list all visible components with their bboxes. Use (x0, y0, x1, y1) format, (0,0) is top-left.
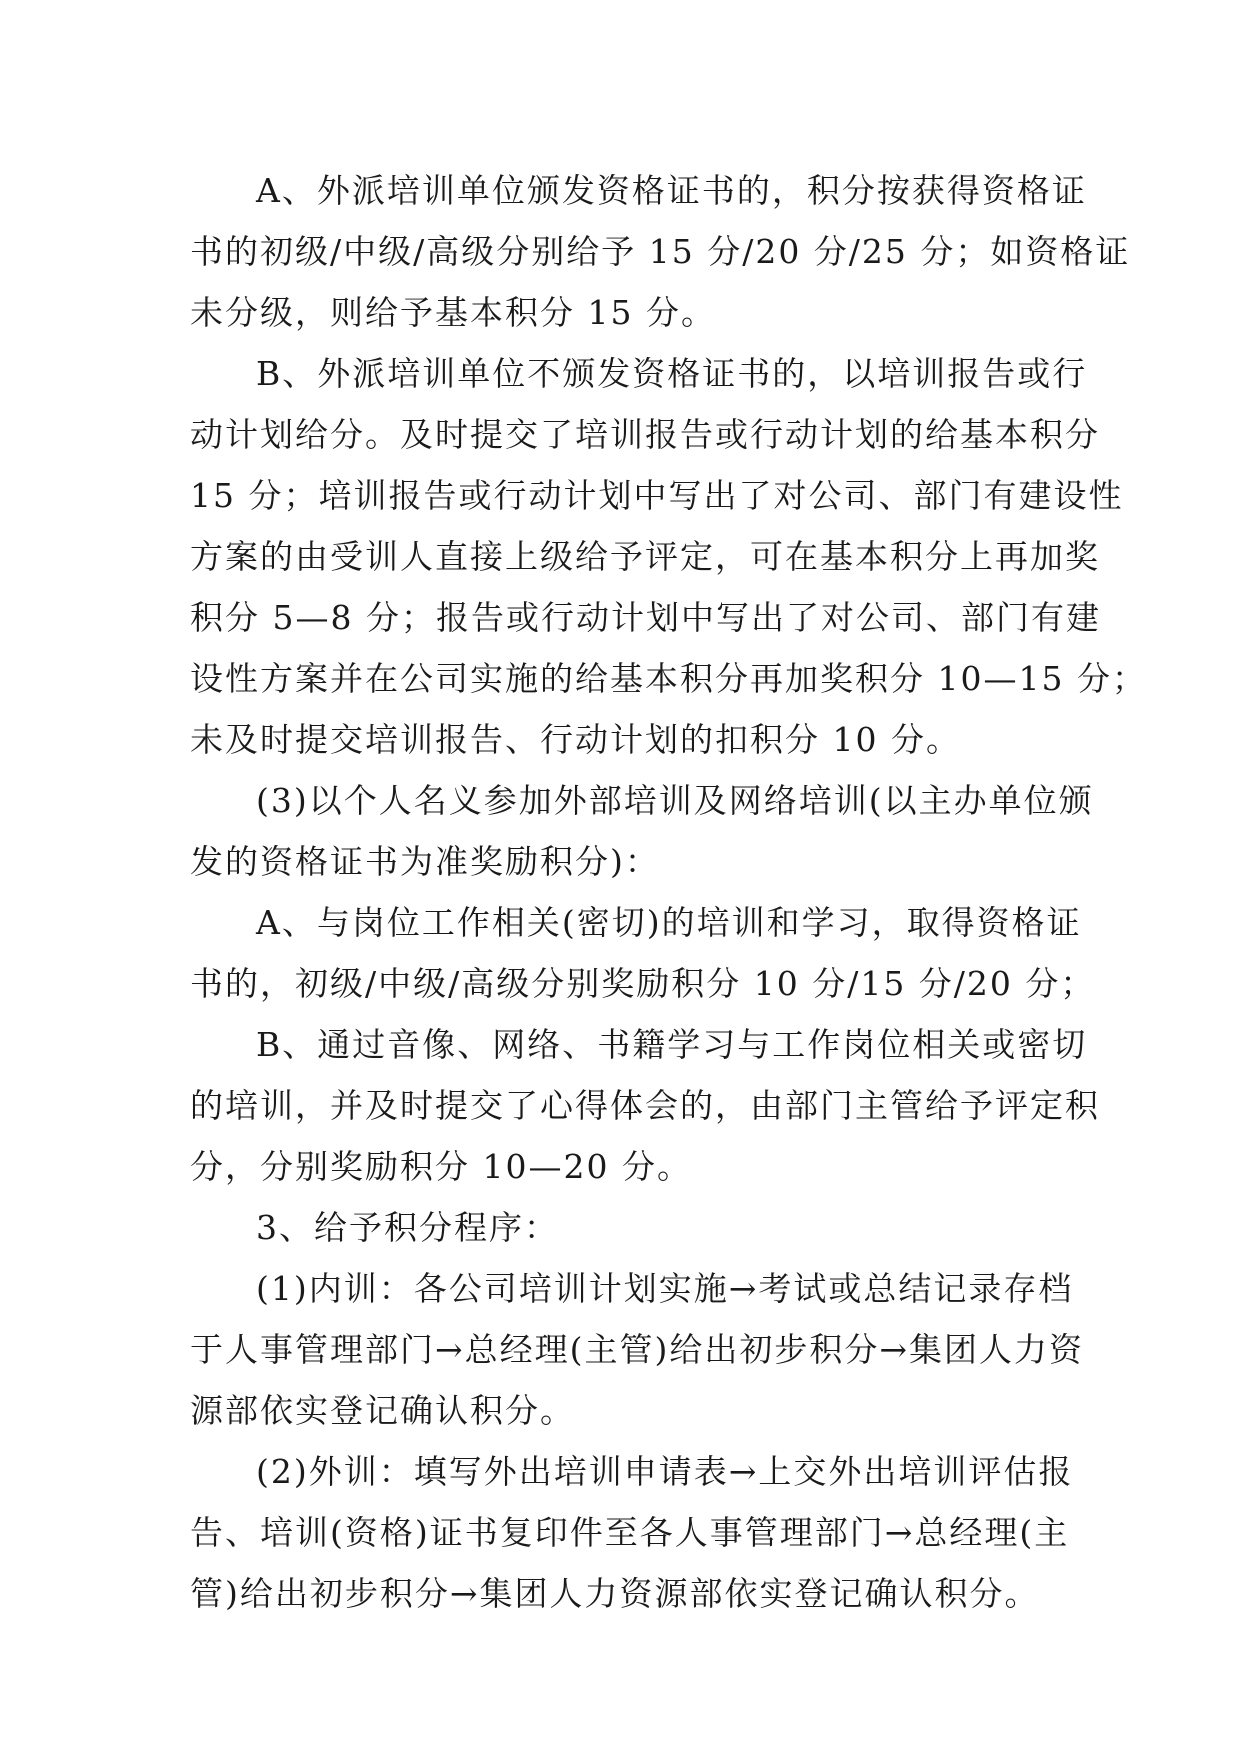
section-heading-procedure (190, 1197, 1060, 1258)
paragraph-job-related-training (190, 892, 1096, 1014)
text-line: 3、给予积分程序： (256, 1208, 559, 1247)
paragraph-internal-training (190, 1258, 1085, 1441)
paragraph-external-training (190, 1441, 1074, 1624)
text-line: 管)给出初步积分→集团人力资源部依实登记确认积分。 (190, 1574, 1040, 1613)
text-line: B、通过音像、网络、书籍学习与工作岗位相关或密切 (256, 1025, 1088, 1064)
text-line: 于人事管理部门→总经理(主管)给出初步积分→集团人力资 (190, 1330, 1085, 1369)
text-line: 积分 5—8 分；报告或行动计划中写出了对公司、部门有建 (190, 598, 1101, 637)
paragraph-no-certificate (190, 343, 1147, 770)
text-line: (3)以个人名义参加外部培训及网络培训(以主办单位颁 (256, 781, 1094, 820)
text-line: 的培训，并及时提交了心得体会的，由部门主管给予评定积 (190, 1086, 1100, 1125)
document-body (190, 160, 1147, 1624)
text-line: 设性方案并在公司实施的给基本积分再加奖积分 10—15 分； (190, 659, 1147, 698)
text-line: A、外派培训单位颁发资格证书的，积分按获得资格证 (256, 171, 1087, 210)
text-line: 未分级，则给予基本积分 15 分。 (190, 293, 716, 332)
text-line: (1)内训：各公司培训计划实施→考试或总结记录存档 (256, 1269, 1074, 1308)
paragraph-personal-training (190, 770, 1094, 892)
text-line: 发的资格证书为准奖励积分)： (190, 842, 660, 881)
text-line: 书的，初级/中级/高级分别奖励积分 10 分/15 分/20 分； (190, 964, 1096, 1003)
paragraph-media-learning (190, 1014, 1100, 1197)
text-line: 告、培训(资格)证书复印件至各人事管理部门→总经理(主 (190, 1513, 1070, 1552)
text-line: 书的初级/中级/高级分别给予 15 分/20 分/25 分；如资格证 (190, 232, 1131, 271)
text-line: B、外派培训单位不颁发资格证书的，以培训报告或行 (256, 354, 1088, 393)
text-line: 方案的由受训人直接上级给予评定，可在基本积分上再加奖 (190, 537, 1100, 576)
text-line: 源部依实登记确认积分。 (190, 1391, 575, 1430)
text-line: 15 分；培训报告或行动计划中写出了对公司、部门有建设性 (190, 476, 1124, 515)
text-line: (2)外训：填写外出培训申请表→上交外出培训评估报 (256, 1452, 1074, 1491)
paragraph-certificate-grading (190, 160, 1131, 343)
text-line: 动计划给分。及时提交了培训报告或行动计划的给基本积分 (190, 415, 1100, 454)
text-line: A、与岗位工作相关(密切)的培训和学习，取得资格证 (256, 903, 1082, 942)
text-line: 未及时提交培训报告、行动计划的扣积分 10 分。 (190, 720, 961, 759)
text-line: 分，分别奖励积分 10—20 分。 (190, 1147, 692, 1186)
